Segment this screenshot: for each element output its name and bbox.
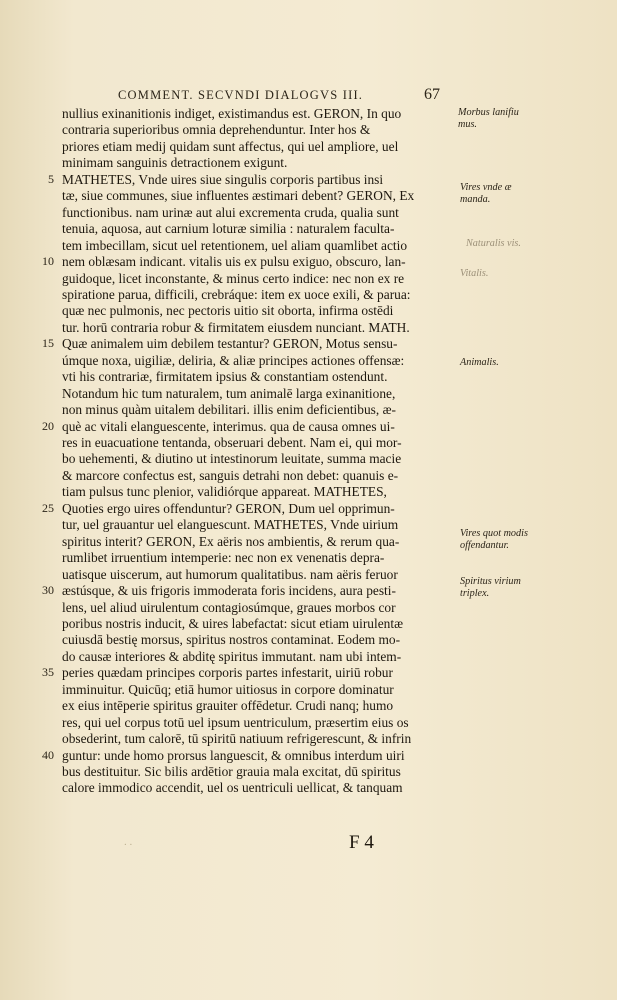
- line-text: MATHETES, Vnde uires siue singulis corporis partibus insi: [62, 171, 384, 187]
- line-text: úmque noxa, uigiliæ, deliria, & aliæ principes actiones offensæ:: [62, 352, 405, 368]
- faded-catchword-trace: . .: [124, 836, 133, 848]
- line-text: & marcore confectus est, sanguis detrahi non debet: quanuis e-: [62, 467, 399, 483]
- margin-note: Naturalis vis.: [466, 238, 521, 249]
- margin-note: Vitalis.: [460, 268, 489, 279]
- line-text: priores etiam medij quidam sunt affectus, qui uel ampliore, uel: [62, 138, 399, 154]
- line-text: non minus quàm uitalem debilitari. illis enim deficientibus, æ-: [62, 402, 396, 418]
- line-text: tur. horū contraria robur & firmitatem eiusdem nunciant. MATH.: [62, 319, 410, 335]
- line-text: tur, uel grauantur uel elanguescunt. MATHETES, Vnde uirium: [62, 517, 399, 533]
- margin-note: Vires quot modis offendantur.: [460, 528, 528, 551]
- signature-mark: F 4: [349, 832, 374, 853]
- text-line: [0, 778, 462, 797]
- line-text: lens, uel aliud uirulentum contagiosúmque, graues morbos cor: [62, 599, 396, 615]
- line-text: imminuitur. Quicūq; etiā humor uitiosus in corpore dominatur: [62, 681, 394, 697]
- running-header: [118, 86, 440, 104]
- margin-note: Morbus lanifiu mus.: [458, 107, 519, 130]
- line-text: Quoties ergo uires offenduntur? GERON, Dum uel opprimun-: [62, 500, 395, 516]
- line-text: tenuia, aquosa, aut carnium loturæ similia : naturalem faculta-: [62, 221, 395, 237]
- line-text: guidoque, licet inconstante, & minus certo indice: nec non ex re: [62, 270, 405, 286]
- line-text: Quæ animalem uim debilem testantur? GERON, Motus sensu-: [62, 336, 398, 352]
- line-text: què ac vitali elanguescente, interimus. qua de causa omnes ui-: [62, 418, 395, 434]
- line-text: bus destituitur. Sic bilis ardētior grauia mala excitat, dū spiritus: [62, 764, 401, 779]
- line-number: 30: [42, 583, 54, 598]
- margin-note: Spiritus virium triplex.: [460, 576, 521, 599]
- line-number: 40: [42, 747, 54, 762]
- line-number: 25: [42, 500, 54, 515]
- line-text: cuiusdā bestię morsus, spiritus nostros contaminat. Eodem mo-: [62, 632, 401, 648]
- line-text: do causæ interiores & abditę spiritus immutant. nam ubi intem-: [62, 648, 402, 664]
- line-text: functionibus. nam urinæ aut alui excrementa cruda, qualia sunt: [62, 204, 399, 220]
- line-text: res in euacuatione tentanda, obseruari debent. Nam ei, qui mor-: [62, 435, 402, 450]
- line-text: minimam sanguinis detractionem exigunt.: [62, 155, 288, 171]
- line-text: peries quædam principes corporis partes infestarit, uiriū robur: [62, 665, 393, 681]
- line-text: nullius exinanitionis indiget, existimandus est. GERON, In quo: [62, 106, 402, 121]
- line-text: rumlibet irruentium intemperie: nec non ex venenatis depra-: [62, 550, 385, 566]
- line-text: spiratione parua, difficili, crebráque: item ex uoce exili, & parua:: [62, 286, 411, 302]
- margin-note: Animalis.: [460, 357, 499, 368]
- line-text: poribus nostris inducit, & uires labefactat: sicut etiam uirulentæ: [62, 615, 404, 631]
- line-number: 5: [48, 171, 54, 186]
- line-text: calore immodico accendit, uel os uentriculi uellicat, & tanquam: [62, 780, 403, 796]
- line-text: uatisque uiscerum, aut humorum qualitatibus. nam aëris feruor: [62, 566, 398, 582]
- line-text: bo uehementi, & diutino ut intestinorum leuitate, summa macie: [62, 451, 402, 467]
- margin-note: Vires vnde æ manda.: [460, 182, 512, 205]
- line-number: 35: [42, 665, 54, 680]
- line-text: spiritus interit? GERON, Ex aëris nos ambientis, & rerum qua-: [62, 533, 400, 549]
- line-number: 15: [42, 336, 54, 351]
- running-title: COMMENT. SECVNDI DIALOGVS III.: [118, 88, 364, 102]
- line-text: obsederint, tum calorē, tū spiritū natiuum refrigerescunt, & infrin: [62, 731, 412, 747]
- line-text: tiam pulsus tunc plenior, validiórque appareat. MATHETES,: [62, 484, 387, 500]
- line-text: tem imbecillam, sicut uel retentionem, uel aliam quamlibet actio: [62, 237, 408, 253]
- line-text: guntur: unde homo prorsus languescit, & omnibus interdum uiri: [62, 747, 405, 763]
- line-number: 10: [42, 254, 54, 269]
- line-text: contraria superioribus omnia deprehenduntur. Inter hos &: [62, 122, 371, 138]
- line-text: nem oblæsam indicant. vitalis uis ex pulsu exiguo, obscuro, lan-: [62, 254, 406, 270]
- line-text: ex eius intēperie spiritus grauiter offēdetur. Crudi nanq; humo: [62, 698, 394, 714]
- line-text: Notandum hic tum naturalem, tum animalē larga exinanitione,: [62, 385, 396, 401]
- line-text: vti his contrariæ, firmitatem ipsius & constantiam ostendunt.: [62, 369, 388, 385]
- line-text: tæ, siue communes, siue influentes æstimari debent? GERON, Ex: [62, 188, 415, 204]
- page-number: 67: [424, 86, 440, 103]
- line-text: æstúsque, & uis frigoris immoderata foris incidens, aura pesti-: [62, 583, 396, 599]
- line-text: res, qui uel corpus totū uel ipsum uentriculum, præsertim eius os: [62, 714, 409, 730]
- line-text: quæ nec pulmonis, nec pectoris uitio sit oborta, infirma ostēdi: [62, 303, 394, 319]
- line-number: 20: [42, 418, 54, 433]
